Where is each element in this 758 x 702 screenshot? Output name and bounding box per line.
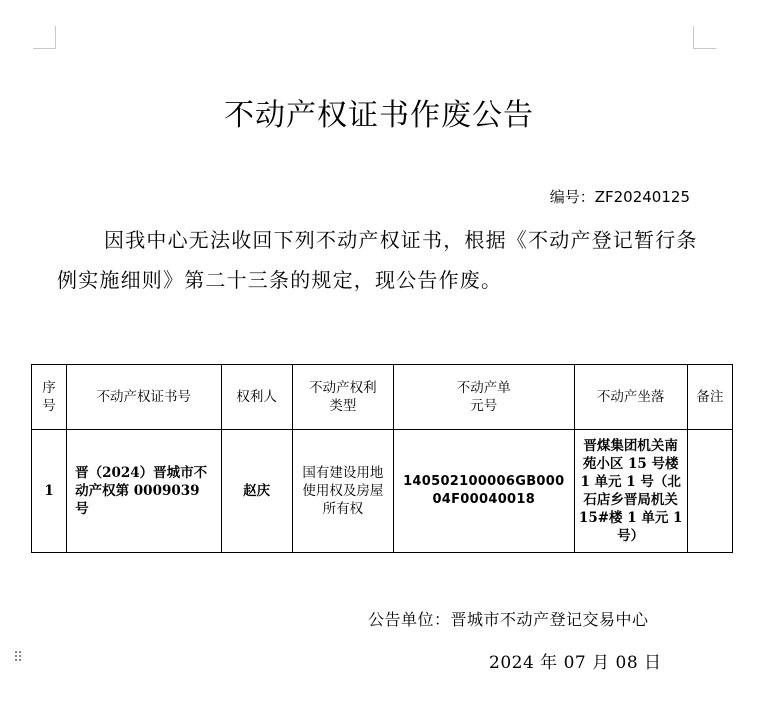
- header-note: 备注: [687, 365, 732, 430]
- issue-date: 2024 年 07 月 08 日: [489, 653, 662, 673]
- document-title: 不动产权证书作废公告: [224, 98, 534, 133]
- cell-holder: 赵庆: [221, 430, 292, 553]
- page-corner-top-left: [33, 26, 56, 49]
- issuer-line: 公告单位：晋城市不动产登记交易中心: [368, 610, 649, 629]
- header-holder: 权利人: [221, 365, 292, 430]
- header-location: 不动产坐落: [574, 365, 687, 430]
- header-cert-no: 不动产权证书号: [67, 365, 221, 430]
- certificate-table: [31, 364, 733, 553]
- cell-no: 1: [32, 430, 67, 553]
- header-no: 序号: [32, 365, 67, 430]
- header-unit-no: 不动产单元号: [394, 365, 575, 430]
- header-right-type: 不动产权利类型: [292, 365, 393, 430]
- table-header-row: [32, 365, 733, 430]
- drag-handle-icon[interactable]: ⠿: [13, 650, 22, 666]
- table-row: [32, 430, 733, 553]
- page-corner-top-right: [693, 26, 716, 49]
- cell-unit-no: 140502100006GB00004F00040018: [394, 430, 575, 553]
- cell-cert-no: 晋（2024）晋城市不动产权第 0009039 号: [67, 430, 221, 553]
- cell-location: 晋煤集团机关南苑小区 15 号楼 1 单元 1 号（北石店乡晋局机关 15#楼 1 单元 1 号）: [574, 430, 687, 553]
- document-number: 编号：ZF20240125: [549, 188, 690, 206]
- announcement-body: 因我中心无法收回下列不动产权证书，根据《不动产登记暂行条例实施细则》第二十三条的规定，现公告作废。: [57, 228, 698, 292]
- cell-note: [687, 430, 732, 553]
- cell-right-type: 国有建设用地使用权及房屋所有权: [292, 430, 393, 553]
